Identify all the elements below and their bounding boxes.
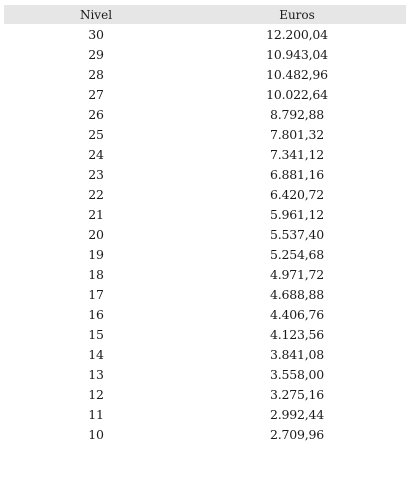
cell-euros: 4.123,56 [269, 326, 325, 342]
cell-euros: 6.881,16 [269, 166, 325, 182]
cell-euros: 3.558,00 [269, 366, 325, 382]
cell-nivel: 12 [88, 386, 104, 402]
cell-euros: 2.992,44 [269, 406, 325, 422]
cell-nivel: 29 [88, 46, 104, 62]
table-row [4, 384, 406, 404]
table-row [4, 204, 406, 224]
table-row [4, 24, 406, 44]
cell-euros: 7.341,12 [269, 146, 325, 162]
cell-euros: 10.943,04 [266, 46, 328, 62]
cell-nivel: 21 [88, 206, 104, 222]
cell-euros: 8.792,88 [269, 106, 325, 122]
cell-euros: 10.022,64 [266, 86, 328, 102]
cell-euros: 4.688,88 [269, 286, 325, 302]
table-row [4, 124, 406, 144]
salary-table [4, 5, 406, 444]
cell-nivel: 13 [88, 366, 104, 382]
table-row [4, 424, 406, 444]
cell-nivel: 15 [88, 326, 104, 342]
table-row [4, 404, 406, 424]
table-row [4, 324, 406, 344]
cell-nivel: 18 [88, 266, 104, 282]
cell-euros: 5.961,12 [269, 206, 325, 222]
cell-nivel: 20 [88, 226, 104, 242]
cell-nivel: 22 [88, 186, 104, 202]
table-body [4, 24, 406, 444]
cell-nivel: 26 [88, 106, 104, 122]
table-row [4, 284, 406, 304]
table-row [4, 364, 406, 384]
cell-euros: 6.420,72 [269, 186, 325, 202]
header-nivel: Nivel [4, 5, 188, 24]
cell-euros: 10.482,96 [266, 66, 328, 82]
cell-euros: 12.200,04 [266, 26, 328, 42]
header-euros: Euros [188, 5, 406, 24]
cell-euros: 5.254,68 [269, 246, 325, 262]
cell-nivel: 27 [88, 86, 104, 102]
cell-euros: 2.709,96 [269, 426, 325, 442]
cell-euros: 4.406,76 [269, 306, 325, 322]
cell-euros: 4.971,72 [269, 266, 325, 282]
table-row [4, 344, 406, 364]
cell-euros: 5.537,40 [269, 226, 325, 242]
table-row [4, 144, 406, 164]
cell-nivel: 16 [88, 306, 104, 322]
cell-nivel: 10 [88, 426, 104, 442]
table-row [4, 44, 406, 64]
cell-euros: 3.275,16 [269, 386, 325, 402]
cell-nivel: 30 [88, 26, 104, 42]
header-row [4, 5, 406, 24]
table-row [4, 264, 406, 284]
cell-euros: 3.841,08 [269, 346, 325, 362]
cell-nivel: 23 [88, 166, 104, 182]
cell-nivel: 25 [88, 126, 104, 142]
table-row [4, 304, 406, 324]
cell-nivel: 19 [88, 246, 104, 262]
table-row [4, 164, 406, 184]
table-row [4, 64, 406, 84]
table-row [4, 184, 406, 204]
cell-nivel: 11 [88, 406, 104, 422]
table-row [4, 244, 406, 264]
table-row [4, 224, 406, 244]
cell-nivel: 28 [88, 66, 104, 82]
table-row [4, 84, 406, 104]
cell-nivel: 24 [88, 146, 104, 162]
cell-nivel: 17 [88, 286, 104, 302]
cell-nivel: 14 [88, 346, 104, 362]
table-row [4, 104, 406, 124]
cell-euros: 7.801,32 [269, 126, 325, 142]
